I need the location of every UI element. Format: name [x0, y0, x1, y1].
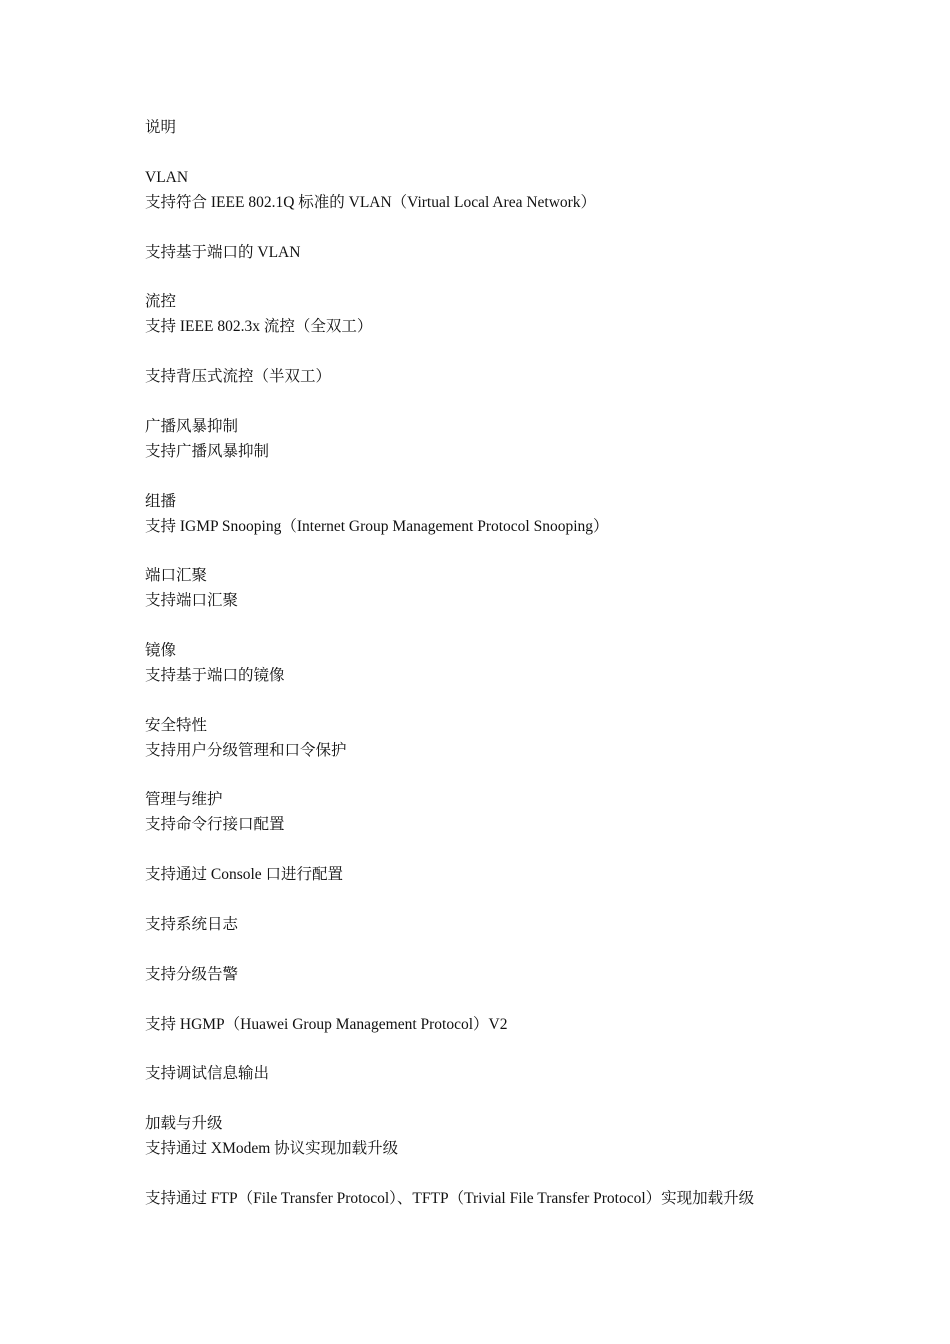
feature-line: 支持背压式流控（半双工）: [145, 368, 332, 385]
section-heading-port-aggregation: 端口汇聚: [145, 567, 208, 584]
feature-line: 支持调试信息输出: [145, 1065, 270, 1082]
section-heading-security: 安全特性: [145, 717, 208, 734]
section-heading-vlan: VLAN: [145, 169, 189, 186]
doc-heading-description: 说明: [145, 119, 177, 136]
feature-line: 支持基于端口的镜像: [145, 667, 285, 684]
section-heading-mirroring: 镜像: [145, 642, 177, 659]
feature-line: 支持命令行接口配置: [145, 816, 285, 833]
feature-line: 支持符合 IEEE 802.1Q 标准的 VLAN（Virtual Local Area Network）: [145, 194, 597, 211]
feature-line: 支持通过 FTP（File Transfer Protocol）、TFTP（Trivial File Transfer Protocol）实现加载升级: [145, 1190, 755, 1207]
feature-line: 支持 IEEE 802.3x 流控（全双工）: [145, 318, 373, 335]
section-heading-loading-upgrade: 加载与升级: [145, 1115, 223, 1132]
section-heading-management: 管理与维护: [145, 791, 223, 808]
feature-line: 支持通过 Console 口进行配置: [145, 866, 344, 883]
feature-line: 支持广播风暴抑制: [145, 443, 270, 460]
section-heading-flow-control: 流控: [145, 293, 177, 310]
feature-line: 支持端口汇聚: [145, 592, 239, 609]
section-heading-multicast: 组播: [145, 493, 177, 510]
feature-line: 支持 IGMP Snooping（Internet Group Management Protocol Snooping）: [145, 518, 609, 535]
feature-line: 支持用户分级管理和口令保护: [145, 742, 347, 759]
feature-line: 支持通过 XModem 协议实现加载升级: [145, 1140, 399, 1157]
feature-line: 支持 HGMP（Huawei Group Management Protocol）V2: [145, 1016, 508, 1033]
section-heading-broadcast-storm: 广播风暴抑制: [145, 418, 239, 435]
feature-line: 支持分级告警: [145, 966, 239, 983]
feature-line: 支持系统日志: [145, 916, 239, 933]
feature-line: 支持基于端口的 VLAN: [145, 244, 301, 261]
